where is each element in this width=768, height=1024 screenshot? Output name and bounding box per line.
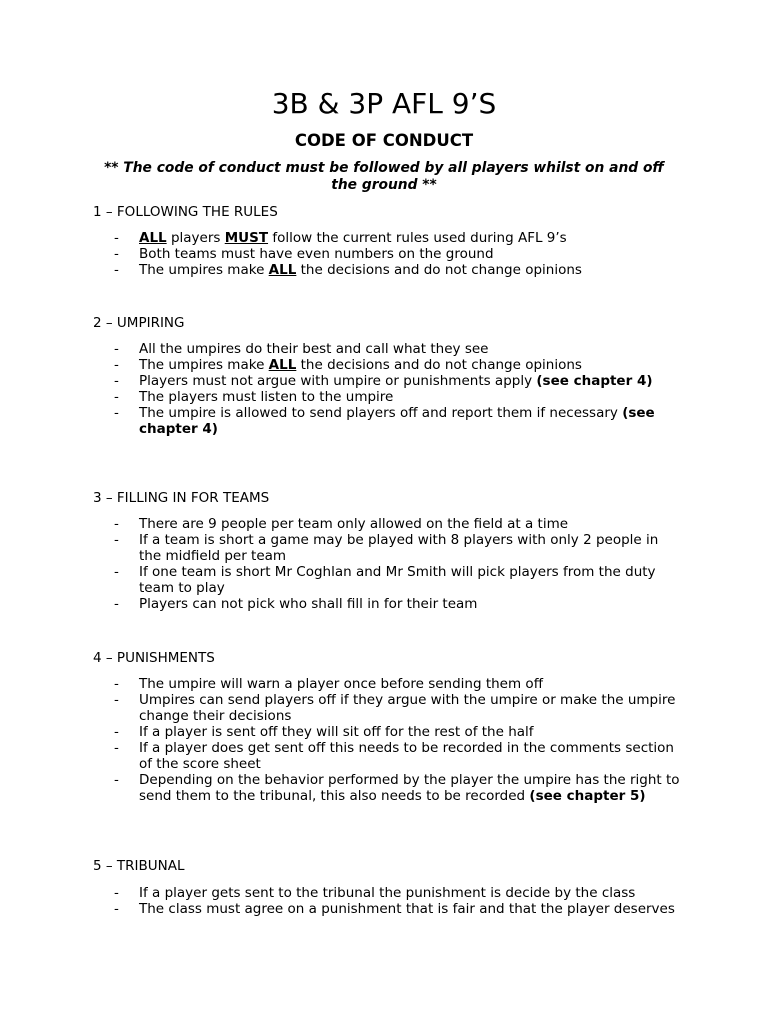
dash-bullet: -: [114, 516, 119, 532]
section-heading: 2 – UMPIRING: [93, 315, 185, 331]
list-item: - All the umpires do their best and call what they see: [114, 341, 489, 357]
list-item: - ALL players MUST follow the current rules used during AFL 9’s: [114, 230, 567, 246]
list-item: - Umpires can send players off if they argue with the umpire or make the umpire change their decisions: [114, 692, 676, 724]
list-item: - Both teams must have even numbers on the ground: [114, 246, 494, 262]
section-list: [114, 341, 684, 437]
list-item: - The umpire will warn a player once before sending them off: [114, 676, 543, 692]
section-list: [114, 516, 684, 612]
dash-bullet: -: [114, 532, 119, 548]
dash-bullet: -: [114, 724, 119, 740]
list-item: - If a player does get sent off this needs to be recorded in the comments section of the score sheet: [114, 740, 674, 772]
section-heading: 3 – FILLING IN FOR TEAMS: [93, 490, 270, 506]
dash-bullet: -: [114, 596, 119, 612]
dash-bullet: -: [114, 341, 119, 357]
dash-bullet: -: [114, 246, 119, 262]
dash-bullet: -: [114, 262, 119, 278]
section-list: [114, 676, 684, 804]
dash-bullet: -: [114, 740, 119, 756]
intro-note: ** The code of conduct must be followed by all players whilst on and off the ground **: [104, 160, 664, 193]
list-item: - The umpire is allowed to send players off and report them if necessary (see chapter 4): [114, 405, 655, 437]
section-heading: 1 – FOLLOWING THE RULES: [93, 204, 278, 220]
list-item: - The umpires make ALL the decisions and do not change opinions: [114, 357, 582, 373]
dash-bullet: -: [114, 389, 119, 405]
dash-bullet: -: [114, 676, 119, 692]
list-item: - The umpires make ALL the decisions and do not change opinions: [114, 262, 582, 278]
list-item: - Players can not pick who shall fill in for their team: [114, 596, 478, 612]
dash-bullet: -: [114, 373, 119, 389]
dash-bullet: -: [114, 901, 119, 917]
list-item: - Players must not argue with umpire or punishments apply (see chapter 4): [114, 373, 653, 389]
document-title: 3B & 3P AFL 9’S: [271, 87, 497, 120]
list-item: - Depending on the behavior performed by the player the umpire has the right to send them to the tribunal, this also needs to be recorded (see chapter 5): [114, 772, 680, 804]
dash-bullet: -: [114, 692, 119, 708]
document-subtitle: CODE OF CONDUCT: [294, 131, 474, 150]
list-item: - If one team is short Mr Coghlan and Mr Smith will pick players from the duty team to play: [114, 564, 656, 596]
dash-bullet: -: [114, 564, 119, 580]
dash-bullet: -: [114, 230, 119, 246]
list-item: - The players must listen to the umpire: [114, 389, 394, 405]
section-heading: 4 – PUNISHMENTS: [93, 650, 215, 666]
list-item: - If a player is sent off they will sit off for the rest of the half: [114, 724, 534, 740]
section-list: [114, 230, 684, 278]
dash-bullet: -: [114, 885, 119, 901]
list-item: - There are 9 people per team only allowed on the field at a time: [114, 516, 569, 532]
list-item: - If a player gets sent to the tribunal the punishment is decide by the class: [114, 885, 636, 901]
dash-bullet: -: [114, 357, 119, 373]
section-heading: 5 – TRIBUNAL: [93, 858, 185, 874]
dash-bullet: -: [114, 772, 119, 788]
dash-bullet: -: [114, 405, 119, 421]
list-item: - The class must agree on a punishment that is fair and that the player deserves: [114, 901, 675, 917]
section-list: [114, 885, 684, 917]
list-item: - If a team is short a game may be played with 8 players with only 2 people in the midfield per team: [114, 532, 659, 564]
